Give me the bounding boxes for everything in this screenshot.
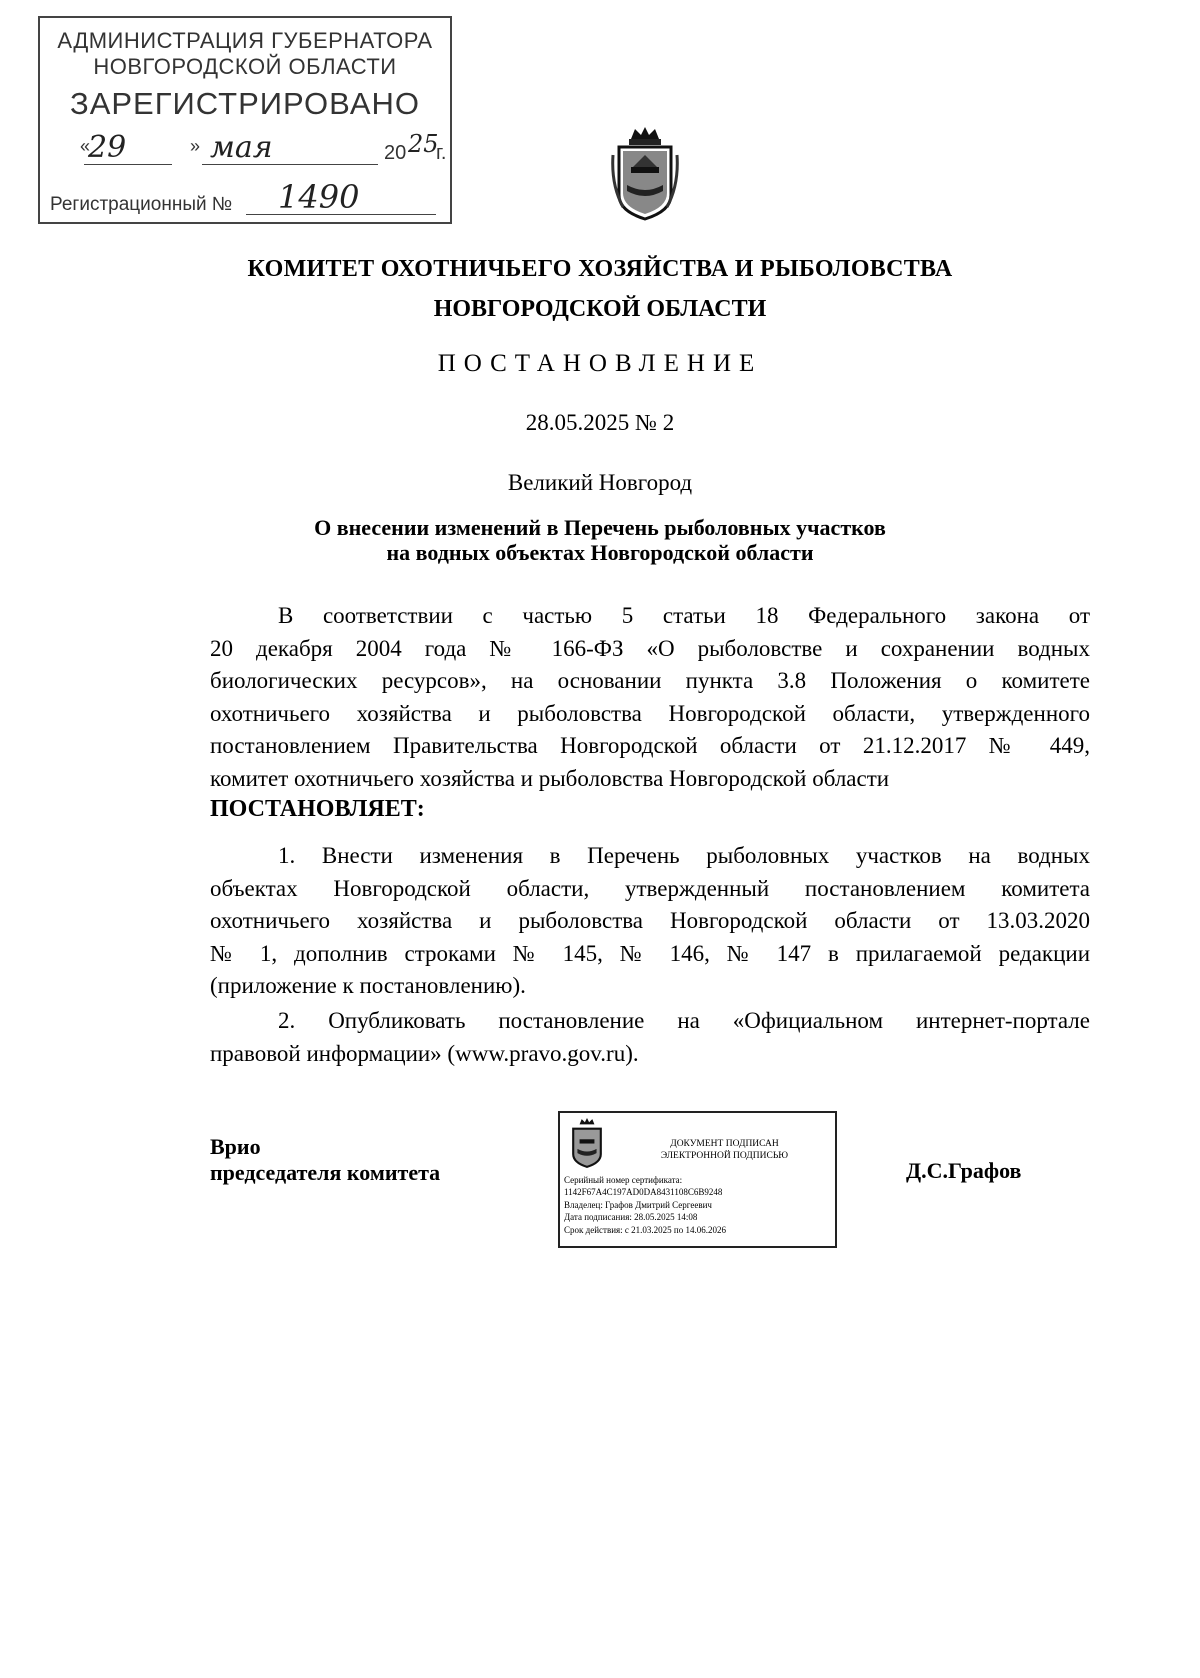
stamp-reg-underline — [246, 214, 436, 215]
stamp-authority-line1: АДМИНИСТРАЦИЯ ГУБЕРНАТОРА — [57, 28, 433, 53]
stamp-year-letter: г. — [436, 142, 447, 164]
preamble-line: комитет охотничьего хозяйства и рыболовства Новгородской области — [210, 765, 890, 791]
item-1-line: 1. Внести изменения в Перечень рыболовных участков на водных — [278, 843, 1090, 868]
esig-serial-label: Серийный номер сертификата: — [564, 1175, 683, 1185]
stamp-reg-number: 1490 — [278, 178, 360, 216]
document-type: ПОСТАНОВЛЕНИЕ — [437, 350, 763, 377]
stamp-status: ЗАРЕГИСТРИРОВАНО — [69, 86, 420, 121]
item-1-line: объектах Новгородской области, утвержденный постановлением комитета — [210, 875, 1090, 901]
preamble-line: постановлением Правительства Новгородской области от 21.12.2017 № 449, — [210, 733, 1090, 758]
stamp-year-prefix: 20 — [384, 142, 407, 164]
document-date-number: 28.05.2025 № 2 — [525, 410, 675, 435]
item-1-line: охотничьего хозяйства и рыболовства Новгородской области от 13.03.2020 — [210, 908, 1090, 933]
esig-validity: Срок действия: с 21.03.2025 по 14.06.2026 — [564, 1224, 726, 1235]
esig-title-line1: ДОКУМЕНТ ПОДПИСАН — [670, 1139, 779, 1149]
item-1-line: № 1, дополнив строками № 145, № 146, № 147 в прилагаемой редакции — [210, 940, 1090, 966]
stamp-quote-close: » — [190, 136, 201, 156]
mini-coat-of-arms-icon — [568, 1117, 606, 1169]
stamp-authority-line2: НОВГОРОДСКОЙ ОБЛАСТИ — [93, 54, 397, 79]
organization-name-line1: КОМИТЕТ ОХОТНИЧЬЕГО ХОЗЯЙСТВА И РЫБОЛОВСТВА — [247, 256, 953, 282]
document-subject-line1: О внесении изменений в Перечень рыболовных участков — [314, 515, 886, 540]
item-2-line: правовой информации» (www.pravo.gov.ru). — [210, 1040, 639, 1066]
electronic-signature-stamp — [558, 1111, 837, 1248]
signatory-position-line1: Врио — [210, 1134, 261, 1159]
stamp-reg-row — [50, 178, 444, 218]
item-2-paragraph — [210, 1005, 1090, 1070]
esig-serial: 1142F67A4C197AD0DA8431108C6B9248 — [564, 1187, 723, 1198]
stamp-month: мая — [210, 130, 273, 165]
organization-name-line2: НОВГОРОДСКОЙ ОБЛАСТИ — [433, 296, 767, 322]
stamp-reg-label: Регистрационный № — [50, 194, 233, 215]
stamp-year-suffix: 25 — [408, 130, 439, 158]
esig-details — [564, 1174, 726, 1236]
item-1-paragraph — [210, 840, 1090, 1003]
item-1-line: (приложение к постановлению). — [210, 973, 526, 998]
preamble-line: В соответствии с частью 5 статьи 18 Федерального закона от — [278, 603, 1090, 628]
resolves-heading: ПОСТАНОВЛЯЕТ: — [210, 796, 425, 822]
item-2-line: 2. Опубликовать постановление на «Официальном интернет-портале — [278, 1008, 1090, 1033]
stamp-month-underline — [202, 164, 378, 165]
coat-of-arms-icon — [611, 125, 679, 223]
signatory-name: Д.С.Графов — [906, 1158, 1022, 1183]
preamble-line: биологических ресурсов», на основании пункта 3.8 Положения о комитете — [210, 668, 1090, 693]
registration-stamp — [38, 16, 452, 224]
preamble-line: 20 декабря 2004 года № 166-ФЗ «О рыболовстве и сохранении водных — [210, 635, 1090, 661]
preamble-line: охотничьего хозяйства и рыболовства Новгородской области, утвержденного — [210, 700, 1090, 726]
stamp-quote-open: « — [80, 136, 91, 156]
document-subject-line2: на водных объектах Новгородской области — [386, 540, 814, 565]
stamp-day: 29 — [88, 130, 127, 165]
esig-signed-date: Дата подписания: 28.05.2025 14:08 — [564, 1212, 698, 1223]
preamble-paragraph — [210, 600, 1090, 795]
document-city: Великий Новгород — [507, 470, 693, 495]
esig-owner: Владелец: Графов Дмитрий Сергеевич — [564, 1199, 712, 1210]
signatory-position — [210, 1134, 440, 1186]
signatory-position-line2: председателя комитета — [210, 1160, 441, 1185]
esig-title-line2: ЭЛЕКТРОННОЙ ПОДПИСЬЮ — [660, 1151, 789, 1161]
stamp-date-row — [70, 130, 447, 172]
stamp-day-underline — [84, 164, 172, 165]
